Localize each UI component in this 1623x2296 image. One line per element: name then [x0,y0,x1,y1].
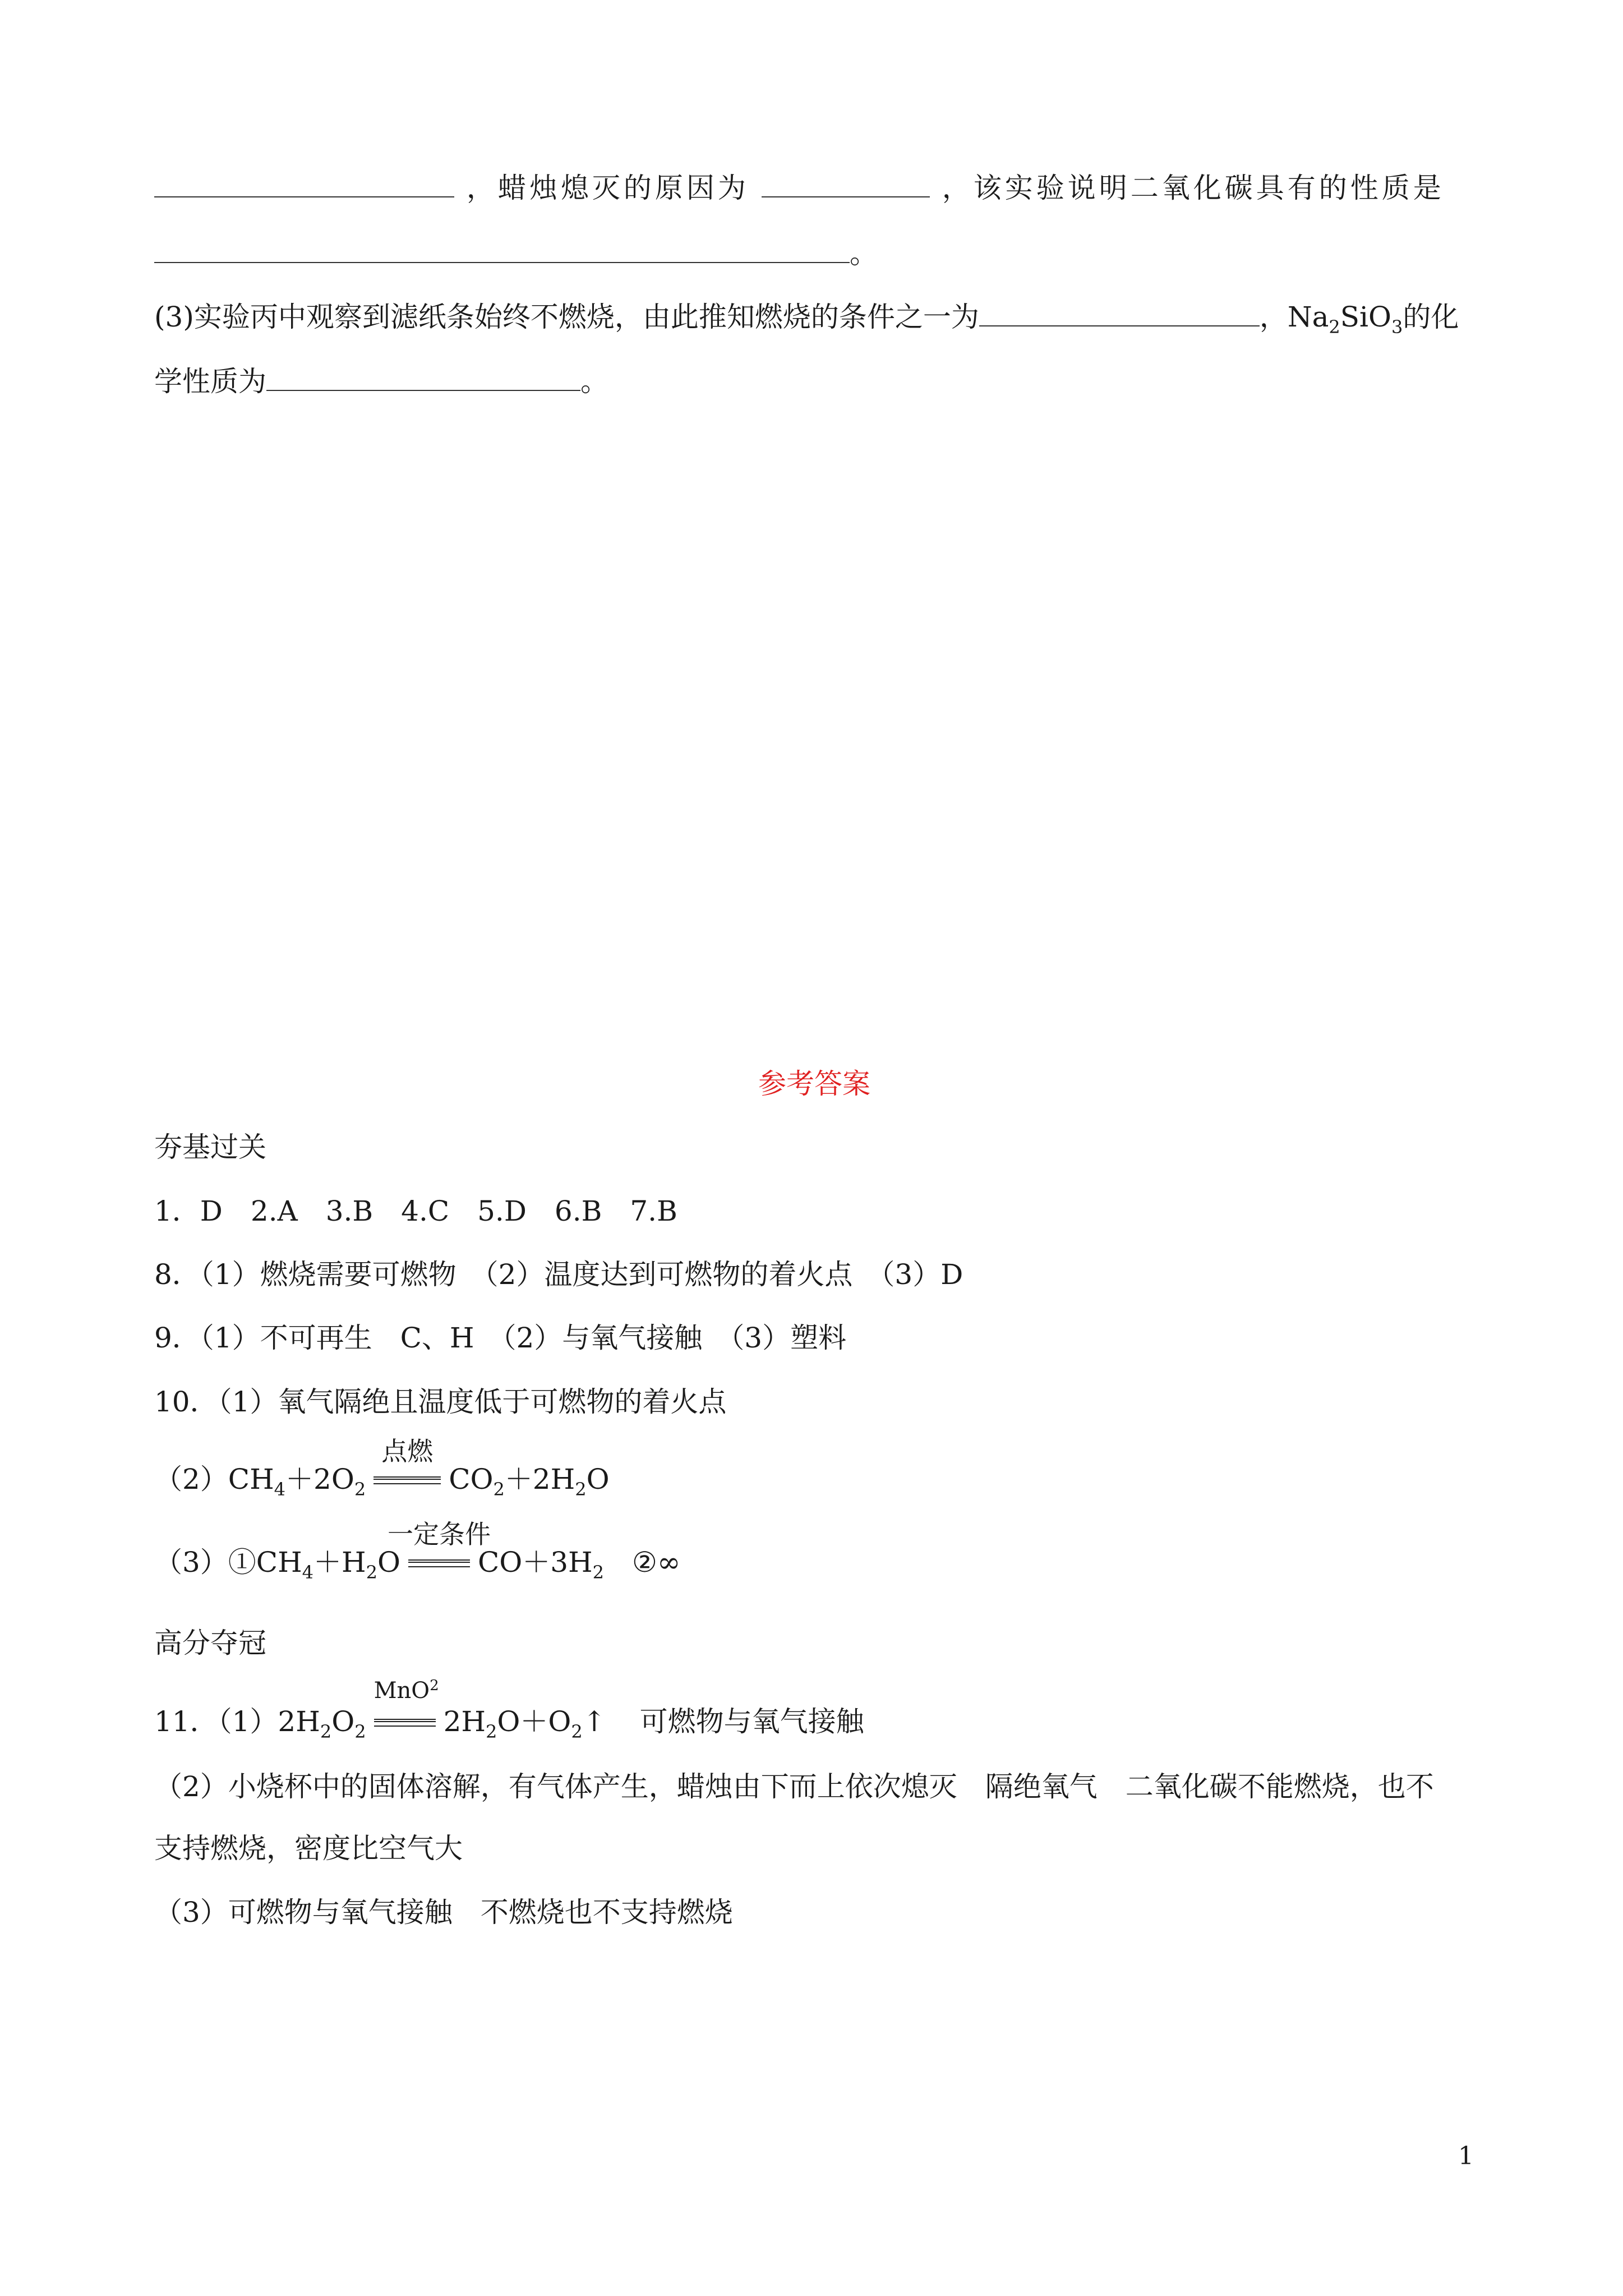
answer-row-11-3: （3）可燃物与氧气接触 不燃烧也不支持燃烧 [154,1896,733,1929]
formula-text: （2）CH [154,1463,274,1496]
equation-peroxide-decomposition [154,1677,864,1743]
subscript: 2 [354,1721,366,1742]
page-number: 1 [1458,2142,1474,2170]
question-text: 的化 [1403,301,1459,333]
question-text: 。 [580,365,608,398]
subscript: 2 [571,1721,583,1742]
equals-sign [374,1719,436,1727]
formula-text: CO＋3H [478,1546,593,1579]
formula-text: O [377,1546,400,1579]
answer-blank[interactable] [154,236,850,263]
answer-blank[interactable] [979,300,1260,326]
subscript: 3 [1391,316,1403,338]
answer-row-8: 8．（1）燃烧需要可燃物 （2）温度达到可燃物的着火点 （3）D [154,1258,963,1291]
answer-blank[interactable] [762,171,930,197]
formula-text: ＋2H [504,1463,575,1496]
answer-blank[interactable] [266,364,580,391]
answer-row-1-7: 1．D 2.A 3.B 4.C 5.D 6.B 7.B [154,1195,677,1227]
condition-label: 点燃 [381,1436,434,1466]
formula-text: CO [449,1463,494,1496]
formula-text: Na [1287,301,1329,333]
subscript: 2 [493,1479,505,1500]
formula-text: O [586,1463,610,1496]
question-text: 。 [850,237,878,270]
formula-text: 11．（1）2H [154,1705,320,1738]
answer-blank[interactable] [154,171,454,197]
formula-text: O＋O [497,1705,571,1738]
subscript: 4 [302,1562,314,1583]
subscript: 2 [486,1721,497,1742]
subscript: 2 [1329,316,1340,338]
question-line-1 [154,170,1445,206]
question-line-4 [154,364,608,399]
formula-text: ②∞ [632,1546,681,1579]
formula-text: ＋H [313,1546,366,1579]
up-arrow-icon: ↑ [582,1705,606,1738]
question-text: (3)实验丙中观察到滤纸条始终不燃烧，由此推知燃烧的条件之一为 [154,301,979,333]
condition-label: 一定条件 [388,1519,491,1549]
equals-sign [408,1559,470,1567]
subscript: 2 [592,1562,605,1583]
formula-text: SiO [1340,301,1391,333]
superscript: 2 [430,1677,439,1694]
answer-row-9: 9．（1）不可再生 C、H （2）与氧气接触 （3）塑料 [154,1322,847,1354]
equation-methane-reforming [154,1519,681,1584]
reaction-condition [374,1436,441,1489]
question-text: 学性质为 [154,365,266,398]
formula-text: ＋2O [285,1463,354,1496]
section-title-advanced: 高分夺冠 [154,1627,266,1659]
question-text: ，蜡烛熄灭的原因为 [466,172,749,204]
formula-text: （3）①CH [154,1546,302,1579]
section-title-basic: 夯基过关 [154,1131,266,1163]
subscript: 2 [354,1479,366,1500]
reaction-condition [388,1519,491,1572]
formula-text: O [331,1705,355,1738]
catalyst-text: MnO [374,1678,430,1704]
question-line-3 [154,299,1459,338]
condition-label [374,1677,439,1708]
answer-row-11-2a: （2）小烧杯中的固体溶解，有气体产生，蜡烛由下而上依次熄灭 隔绝氧气 二氧化碳不能燃烧，也不 [154,1770,1434,1803]
question-text: ， [1259,301,1288,333]
equals-sign [374,1476,441,1484]
reaction-condition [374,1677,439,1731]
question-line-2 [154,236,878,272]
subscript: 2 [575,1479,587,1500]
subscript: 2 [366,1562,377,1583]
subscript: 4 [274,1479,286,1500]
answer-row-11-2b: 支持燃烧，密度比空气大 [154,1832,463,1865]
equation-methane-combustion [154,1436,610,1501]
subscript: 2 [320,1721,332,1742]
formula-text: 可燃物与氧气接触 [639,1705,864,1738]
answer-row-10: 10．（1）氧气隔绝且温度低于可燃物的着火点 [154,1386,727,1418]
answers-heading: 参考答案 [758,1068,870,1100]
question-text: ，该实验说明二氧化碳具有的性质是 [942,172,1445,204]
formula-text: 2H [443,1705,486,1738]
